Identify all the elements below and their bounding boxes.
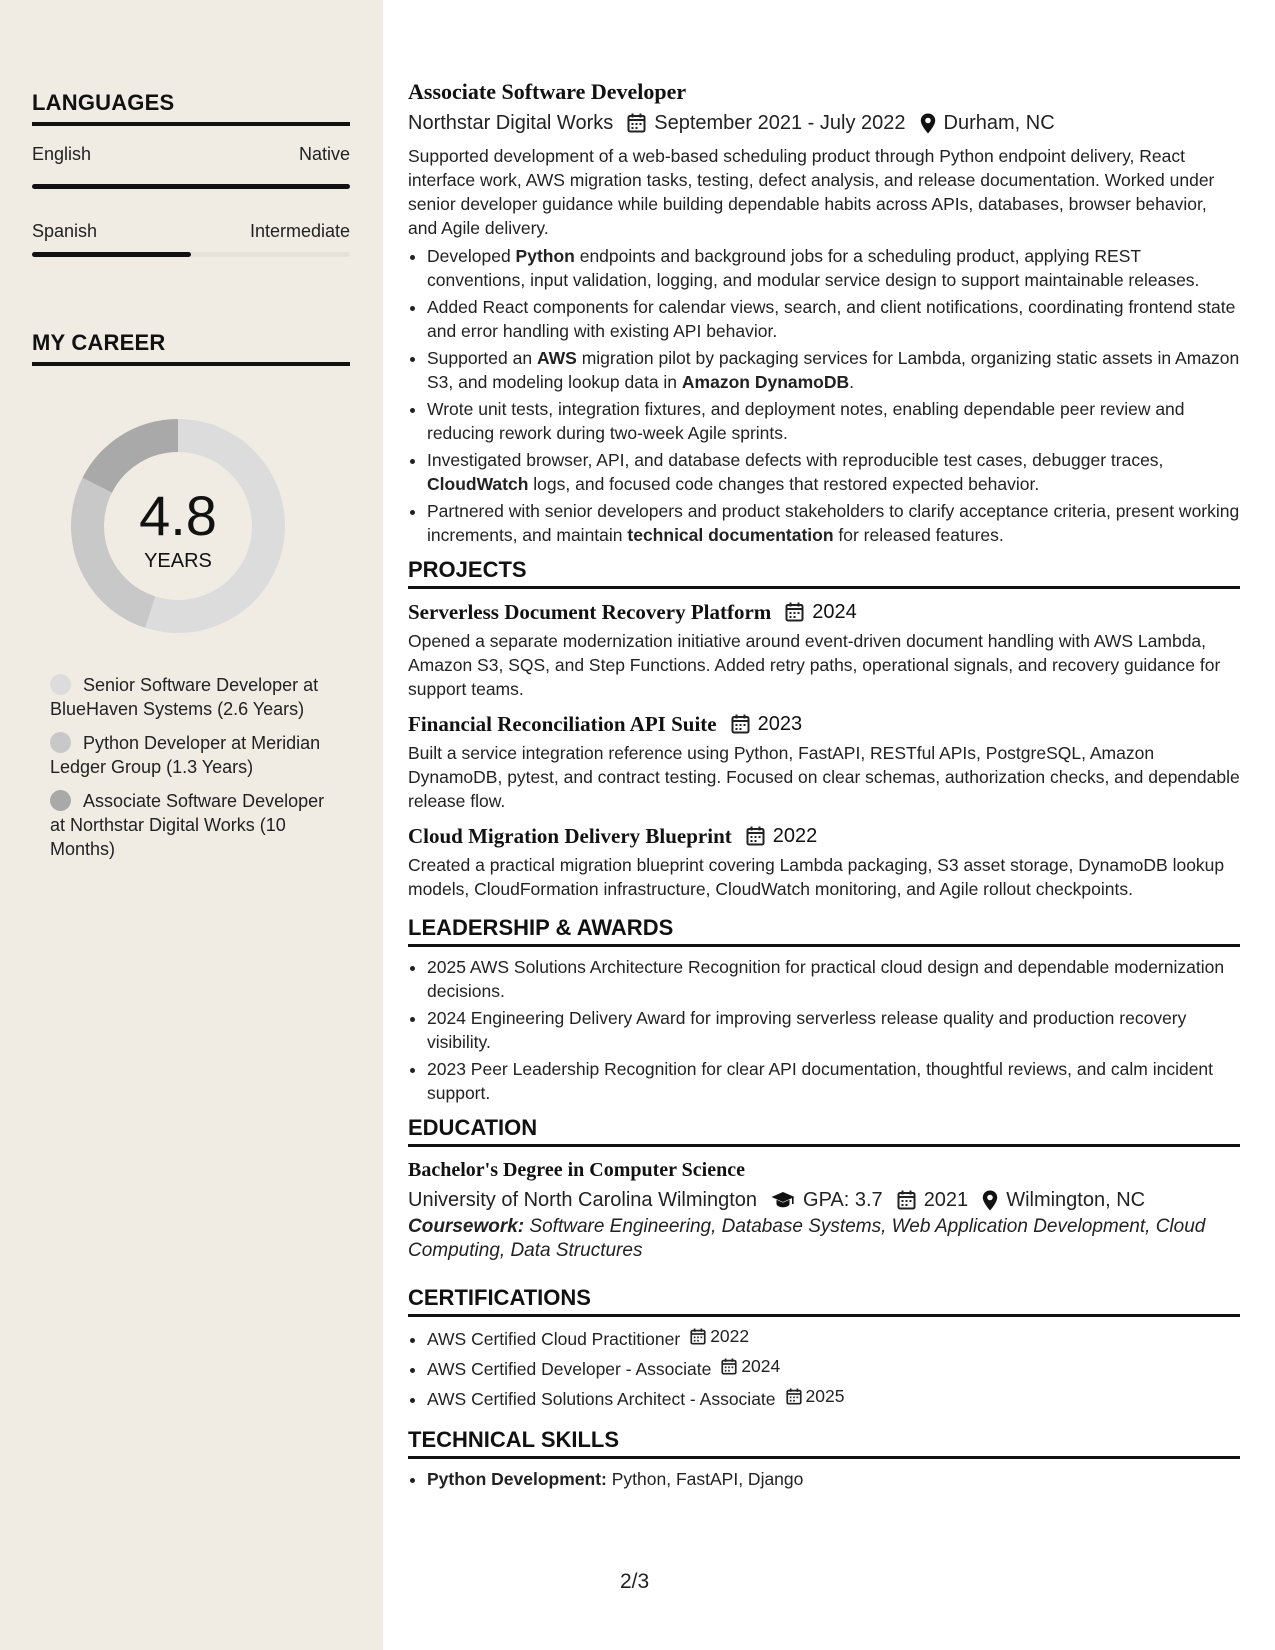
project-item [408,821,1240,901]
career-donut-chart [64,412,292,640]
career-legend-item [50,789,340,861]
education-location: Wilmington, NC [1006,1189,1146,1211]
education-coursework: Coursework: Software Engineering, Database Systems, Web Application Development, Cloud Computing, Data Structures [408,1216,1206,1261]
language-bar-fill [32,252,191,257]
list-item: • AWS Certified Solutions Architect - Associate 2025 [427,1383,1240,1413]
education-heading: EDUCATION [408,1115,1240,1147]
calendar-icon [785,602,804,622]
education-degree: Bachelor's Degree in Computer Science [408,1159,745,1181]
education-year: 2021 [923,1189,969,1211]
legend-label: Senior Software Developer at BlueHaven Systems (2.6 Years) [50,675,319,719]
list-item: • 2024 Engineering Delivery Award for improving serverless release quality and production recovery visibility. [427,1006,1240,1054]
project-title: Serverless Document Recovery Platform [408,599,772,624]
language-bar-fill [32,184,350,189]
job-dates: September 2021 - July 2022 [654,112,906,134]
list-item: • Python Development: Python, FastAPI, Django [427,1467,1240,1491]
main-content [408,76,1240,1494]
project-year: 2024 [812,600,857,623]
list-item: • AWS Certified Developer - Associate 2024 [427,1353,1240,1383]
job-summary: Supported development of a web-based scheduling product through Python endpoint delivery, React interface work, AWS migration tasks, testing, defect analysis, and release documentation. Worked under senior developer guidance while building dependable habits across APIs, databases, browser behavior, and Agile delivery. [408,146,1215,238]
skills-heading: TECHNICAL SKILLS [408,1427,1240,1459]
project-title: Cloud Migration Delivery Blueprint [408,823,732,848]
page-number: 2/3 [620,1570,650,1593]
project-description: Created a practical migration blueprint covering Lambda packaging, S3 asset storage, DynamoDB lookup models, CloudFormation infrastructure, CloudWatch monitoring, and Agile rollout checkpoints. [408,855,1225,899]
calendar-icon [690,1328,706,1345]
list-item: • 2025 AWS Solutions Architecture Recognition for practical cloud design and dependable modernization decisions. [427,955,1240,1003]
leadership-list [408,955,1240,1105]
map-pin-icon [982,1190,998,1211]
donut-segment [83,419,178,493]
language-name: Spanish [32,221,98,241]
project-title: Financial Reconciliation API Suite [408,711,717,736]
career-legend-item [50,673,340,721]
list-item: • 2023 Peer Leadership Recognition for clear API documentation, thoughtful reviews, and calm incident support. [427,1057,1240,1105]
education-meta [408,1185,1240,1215]
graduation-cap-icon [771,1191,795,1209]
certifications-list [408,1323,1240,1413]
project-description: Opened a separate modernization initiative around event-driven document handling with AWS Lambda, Amazon S3, SQS, and Step Functions. Added retry paths, operational signals, and recovery guidance for support teams. [408,631,1221,699]
language-row [32,221,350,242]
list-item: • Wrote unit tests, integration fixtures, and deployment notes, enabling dependable peer review and reducing rework during two-week Agile sprints. [427,397,1240,445]
job-company: Northstar Digital Works [408,112,614,134]
list-item: • Investigated browser, API, and database defects with reproducible test cases, debugger traces, CloudWatch logs, and focused code changes that restored expected behavior. [427,448,1240,496]
education-school: University of North Carolina Wilmington [408,1189,758,1211]
map-pin-icon [920,113,936,134]
calendar-icon [731,714,750,734]
career-total-value: 4.8 [139,484,217,547]
legend-dot [50,674,71,695]
career-heading: MY CAREER [32,330,350,366]
job-title: Associate Software Developer [408,79,687,104]
language-level: Intermediate [249,221,350,241]
language-bar [32,252,350,257]
calendar-icon [627,113,646,133]
projects-heading: PROJECTS [408,557,1240,589]
project-item [408,709,1240,813]
career-total-unit: YEARS [144,550,212,572]
skills-list [408,1467,1240,1491]
list-item: • AWS Certified Cloud Practitioner 2022 [427,1323,1240,1353]
list-item: • Supported an AWS migration pilot by packaging services for Lambda, organizing static assets in Amazon S3, and modeling lookup data in Amazon DynamoDB. [427,346,1240,394]
legend-label: Associate Software Developer at Northstar Digital Works (10 Months) [50,791,325,859]
calendar-icon [721,1358,737,1375]
leadership-heading: LEADERSHIP & AWARDS [408,915,1240,947]
language-level: Native [298,144,350,164]
job-bullets [408,244,1240,547]
list-item: • Added React components for calendar views, search, and client notifications, coordinating frontend state and error handling with existing API behavior. [427,295,1240,343]
job-meta [408,108,1240,138]
list-item: • Developed Python endpoints and background jobs for a scheduling product, applying REST conventions, input validation, logging, and modular service design to support maintainable releases. [427,244,1240,292]
calendar-icon [746,826,765,846]
language-name: English [32,144,92,164]
legend-dot [50,790,71,811]
legend-dot [50,732,71,753]
calendar-icon [786,1388,802,1405]
project-description: Built a service integration reference using Python, FastAPI, RESTful APIs, PostgreSQL, Amazon DynamoDB, pytest, and contract testing. Focused on clear schemas, authorization checks, and dependable release flow. [408,743,1240,811]
calendar-icon [897,1190,916,1210]
project-item [408,597,1240,701]
job-location: Durham, NC [943,112,1055,134]
list-item: • Partnered with senior developers and product stakeholders to clarify acceptance criteria, present working increments, and maintain technical documentation for released features. [427,499,1240,547]
career-legend [50,673,340,871]
language-row [32,144,350,165]
education-gpa: GPA: 3.7 [803,1189,883,1211]
career-legend-item [50,731,340,779]
project-year: 2023 [757,712,803,735]
languages-heading: LANGUAGES [32,90,350,126]
certifications-heading: CERTIFICATIONS [408,1285,1240,1317]
project-year: 2022 [772,824,818,847]
legend-label: Python Developer at Meridian Ledger Group (1.3 Years) [50,733,321,777]
language-bar [32,184,350,189]
sidebar [0,0,383,1650]
